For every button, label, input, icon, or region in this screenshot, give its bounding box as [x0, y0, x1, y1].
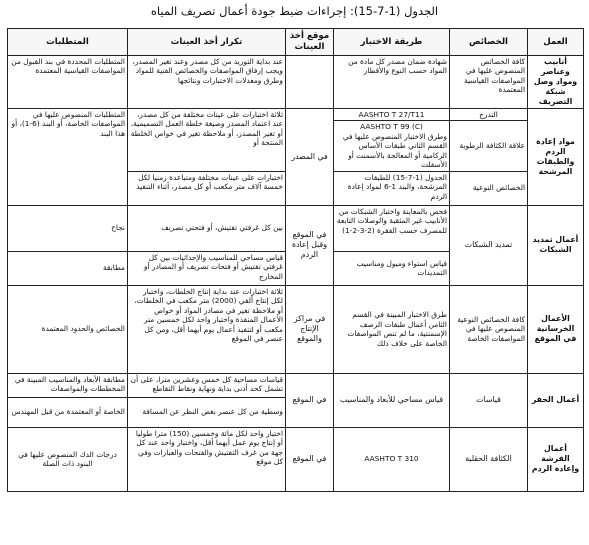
table-row: [8, 285, 584, 373]
cell-requirements: المتطلبات المنصوص عليها في المواصفات الخاصة، أو البند (6-1)، أو هذا البند: [8, 108, 128, 205]
method-text: وطرق الاختبار المنصوص عليها في القسم الثاني طبقات الأساس الركامية أو المعالجة بالأسمنت أو الأسفلت: [342, 131, 447, 170]
header-property: الخصائص: [450, 29, 528, 56]
header-work: العمل: [528, 29, 584, 56]
cell-property: قياسات: [450, 373, 528, 427]
header-location: موقع أخذ العينات: [286, 29, 334, 56]
table-row: [8, 427, 584, 491]
cell-property: علاقة الكثافة الرطوبة: [450, 121, 528, 171]
cell-frequency: اختبار واحد لكل مائة وخمسين (150) مترا طوليا أو إنتاج يوم عمل أيهما أقل، واختبار واحد عند كل جهة من غرف التفتيش والفتحات والعبارات وفي كل موقع: [128, 427, 286, 491]
cell-method: [334, 121, 450, 171]
cell-work: أعمال تمديد الشبكات: [528, 205, 584, 285]
header-frequency: تكرار أخذ العينات: [128, 29, 286, 56]
header-requirements: المتطلبات: [8, 29, 128, 56]
cell-requirements: مطابقة الأبعاد والمناسيب المبينة في المخططات والمواصفات: [8, 373, 128, 397]
header-method: طريقة الاختبار: [334, 29, 450, 56]
cell-property: الخصائص النوعية: [450, 171, 528, 205]
cell-location: في الموقع وقبل إعادة الردم: [286, 205, 334, 285]
cell-frequency: بين كل غرفتي تفتيش، أو فتحتي تصريف: [128, 205, 286, 251]
cell-work: الأعمال الخرسانية في الموقع: [528, 285, 584, 373]
cell-frequency: اختبارات على عينات مختلفة ومتباعدة زمنيا لكل خمسة آلاف متر مكعب أو كل مصدر، أثناء التنفيذ: [128, 171, 286, 205]
cell-frequency: ثلاثة اختبارات عند بداية إنتاج الخلطات، واختبار لكل إنتاج ألفي (2000) متر مكعب في الخلطات، أو ملاحظة تغير في مصادر المواد أو خواص الأعمال المنفذة واختبار واحد لكل خمسين متر مكعب أو لتنفيذ أعمال يوم أيهما أقل، ومن كل عنصر في الموقع: [128, 285, 286, 373]
method-code: AASHTO T 99 (C): [360, 122, 423, 132]
quality-control-table: [7, 28, 584, 492]
cell-method: AASHTO T 27/T11: [334, 108, 450, 120]
table-row: [8, 108, 584, 120]
cell-requirements: المتطلبات المحددة في بند القبول من المواصفات القياسية المعتمدة: [8, 56, 128, 109]
cell-frequency: عند بداية التوريد من كل مصدر وعند تغير المصدر، ويجب إرفاق المواصفات والخصائص الفنية للمواد وطرق ومعدلات الاختبارات ونتائجها: [128, 56, 286, 109]
cell-frequency: وسطية من كل عنصر بغض النظر عن المسافة: [128, 397, 286, 427]
cell-location: في مراكز الإنتاج والموقع: [286, 285, 334, 373]
cell-requirements: مطابقة: [8, 251, 128, 285]
cell-location: في الموقع: [286, 427, 334, 491]
cell-work: أعمال الفرشة وإعادة الردم: [528, 427, 584, 491]
cell-method: الجدول (1-7-15) للطبقات المرشحة، والبند 1-6 لمواد إعادة الردم: [334, 171, 450, 205]
cell-frequency: قياسات مساحية كل خمس وعشرين مترا، على أن تشمل كحد أدنى بداية ونهاية ونقاط التقاطع: [128, 373, 286, 397]
cell-method: فحص بالمعاينة واختبار الشبكات من الأنابيب غير المثقبة والوصلات التابعة للمصرف حسب الفقرة (2-3-2-1): [334, 205, 450, 251]
cell-property: تمديد الشبكات: [450, 205, 528, 285]
cell-requirements: الخاصة أو المعتمدة من قبل المهندس: [8, 397, 128, 427]
cell-property: كافة الخصائص المنصوص عليها في المواصفات القياسية المعتمدة: [450, 56, 528, 109]
cell-location: في الموقع: [286, 373, 334, 427]
cell-location: [286, 56, 334, 109]
cell-requirements: درجات الدك المنصوص عليها في البنود ذات الصلة: [8, 427, 128, 491]
cell-property: التدرج: [450, 108, 528, 120]
cell-method: طرق الاختبار المبينة في القسم الثامن أعمال طبقات الرصف الإسمنتية، ما لم تنص المواصفات الخاصة على خلاف ذلك: [334, 285, 450, 373]
table-row: [8, 205, 584, 251]
cell-requirements: نجاح: [8, 205, 128, 251]
cell-method: قياس استواء وميول ومناسيب التمديدات: [334, 251, 450, 285]
cell-method: شهادة ضمان مصدر كل مادة من المواد حسب النوع والأقطار: [334, 56, 450, 109]
cell-property: كافة الخصائص النوعية المنصوص عليها في المواصفات الخاصة: [450, 285, 528, 373]
cell-requirements: الخصائص والحدود المعتمدة: [8, 285, 128, 373]
table-row: [8, 373, 584, 397]
cell-work: مواد إعادة الردم والطبقات المرشحة: [528, 108, 584, 205]
cell-frequency: قياس مساحي للمناسيب والإحداثيات بين كل غرفتي تفتيش أو فتحات تصريف أو المصادر أو المخارج: [128, 251, 286, 285]
cell-work: أعمال الحفر: [528, 373, 584, 427]
cell-property: الكثافة الحقلية: [450, 427, 528, 491]
table-row: [8, 56, 584, 109]
table-caption: الجدول (1-7-15): إجراءات ضبط جودة أعمال تصريف المياه: [150, 4, 439, 18]
cell-work: أنابيب وعناصر ومواد وصل شبكة التصريف: [528, 56, 584, 109]
cell-location: في المصدر: [286, 108, 334, 205]
cell-method: قياس مساحي للأبعاد والمناسيب: [334, 373, 450, 427]
header-row: [8, 29, 584, 56]
cell-method: AASHTO T 310: [334, 427, 450, 491]
cell-frequency: ثلاثة اختبارات على عينات مختلفة من كل مصدر، عند اعتماد المصدر وصيغة خلطة العمل التصميمية، أو تغير المصدر، أو ملاحظة تغير في خواص الخلطة المنتجة أو: [128, 108, 286, 171]
